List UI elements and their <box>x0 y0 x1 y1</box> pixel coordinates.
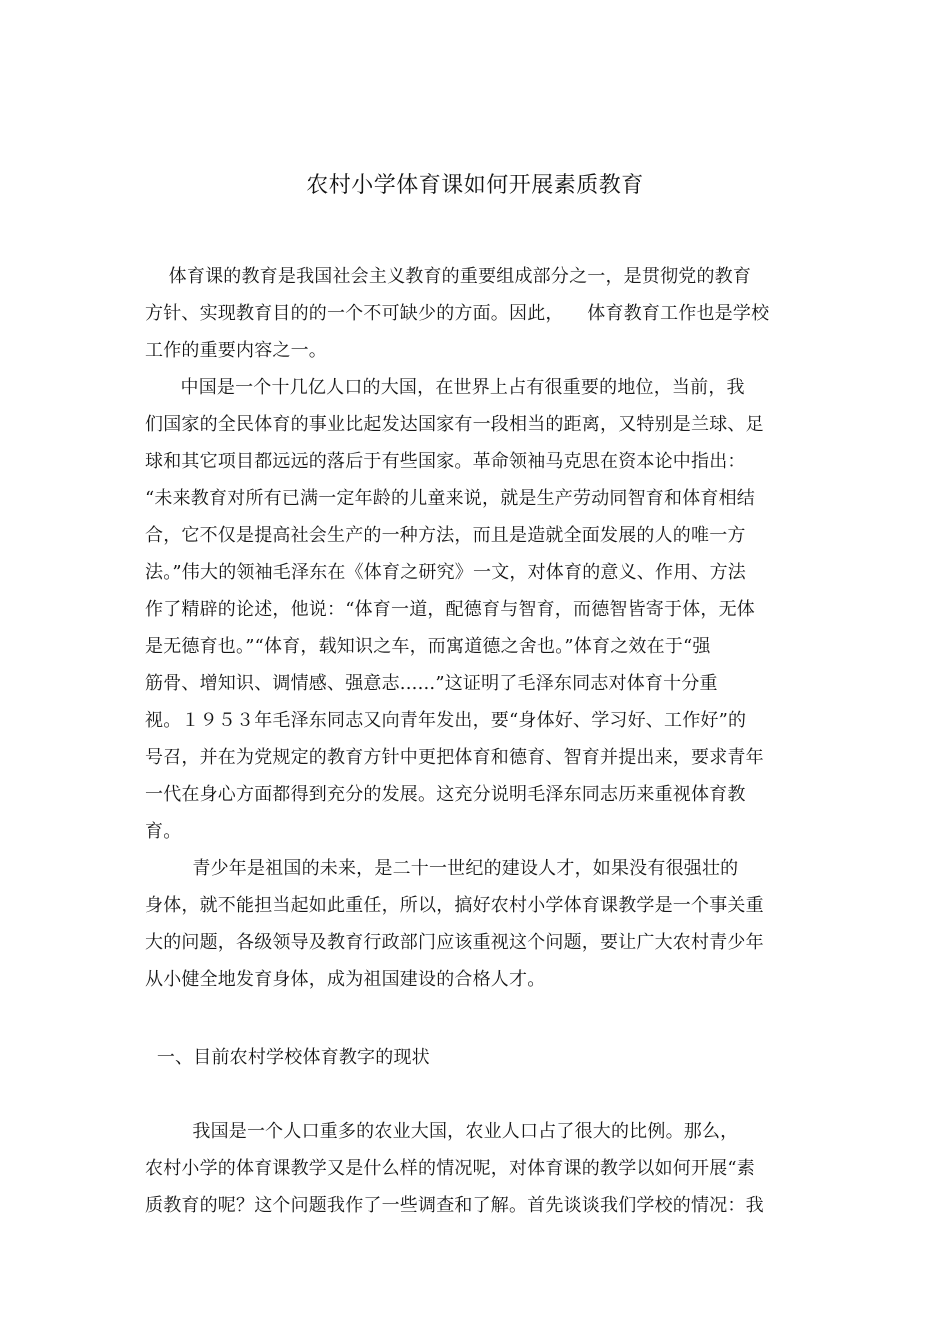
text-line: 我国是一个人口重多的农业大国，农业人口占了很大的比例。那么， <box>145 1121 739 1142</box>
text-line: 大的问题，各级领导及教育行政部门应该重视这个问题，要让广大农村青少年 <box>145 932 764 953</box>
text-line: 视。１９５３年毛泽东同志又向青年发出，要“身体好、学习好、工作好”的 <box>145 710 747 731</box>
text-line: 球和其它项目都远远的落后于有些国家。革命领袖马克思在资本论中指出： <box>145 451 746 472</box>
text-line: 育。 <box>145 821 182 842</box>
text-line: 农村小学的体育课教学又是什么样的情况呢，对体育课的教学以如何开展“素 <box>145 1158 755 1179</box>
text-line: 筋骨、增知识、调情感、强意志......”这证明了毛泽东同志对体育十分重 <box>145 673 718 694</box>
text-line: 工作的重要内容之一。 <box>145 340 327 361</box>
paragraph-quotes <box>145 369 805 850</box>
text-line: 合，它不仅是提高社会生产的一种方法，而且是造就全面发展的人的唯一方 <box>145 525 746 546</box>
text-line: 质教育的呢？这个问题我作了一些调查和了解。首先谈谈我们学校的情况：我 <box>145 1195 764 1216</box>
text-line: 作了精辟的论述，他说：“体育一道，配德育与智育，而德智皆寄于体，无体 <box>145 599 755 620</box>
paragraph-status <box>145 1113 805 1224</box>
text-line: 体育课的教育是我国社会主义教育的重要组成部分之一，是贯彻党的教育 <box>145 266 752 287</box>
text-line: 身体，就不能担当起如此重任，所以，搞好农村小学体育课教学是一个事关重 <box>145 895 764 916</box>
text-line: 中国是一个十几亿人口的大国，在世界上占有很重要的地位，当前，我 <box>145 377 745 398</box>
text-line: 青少年是祖国的未来，是二十一世纪的建设人才，如果没有很强壮的 <box>145 858 739 879</box>
text-line: 一代在身心方面都得到充分的发展。这充分说明毛泽东同志历来重视体育教 <box>145 784 746 805</box>
text-line: 们国家的全民体育的事业比起发达国家有一段相当的距离，又特别是兰球、足 <box>145 414 764 435</box>
text-line: 法。”伟大的领袖毛泽东在《体育之研究》一文，对体育的意义、作用、方法 <box>145 562 746 583</box>
paragraph-youth <box>145 850 805 998</box>
text-line: 从小健全地发育身体，成为祖国建设的合格人才。 <box>145 969 546 990</box>
document-title: 农村小学体育课如何开展素质教育 <box>306 173 644 198</box>
text-line: 方针、实现教育目的的一个不可缺少的方面。因此， 体育教育工作也是学校 <box>145 303 770 324</box>
text-line: “未来教育对所有已满一定年龄的儿童来说，就是生产劳动同智育和体育相结 <box>145 488 755 509</box>
section-heading <box>145 1039 805 1076</box>
paragraph-intro <box>145 258 805 369</box>
text-line: 号召，并在为党规定的教育方针中更把体育和德育、智育并提出来，要求青年 <box>145 747 764 768</box>
section-heading-text: 一、目前农村学校体育教字的现状 <box>145 1047 430 1068</box>
text-line: 是无德育也。”“体育，载知识之车，而寓道德之舍也。”体育之效在于“强 <box>145 636 711 657</box>
